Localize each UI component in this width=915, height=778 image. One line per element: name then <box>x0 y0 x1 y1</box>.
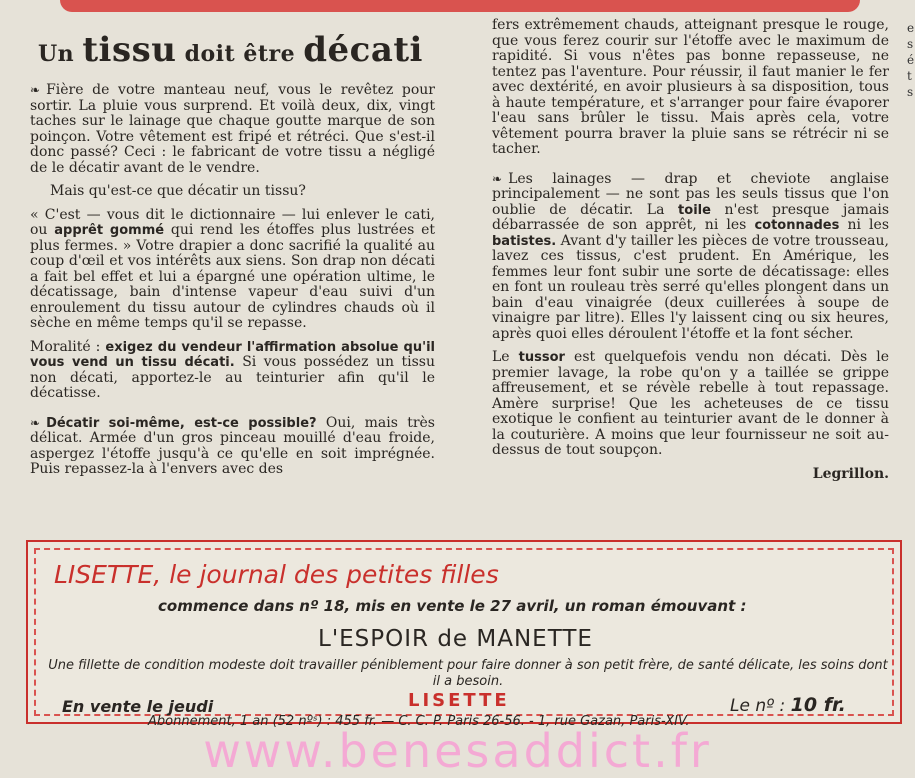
ad-novel-title: L'ESPOIR de MANETTE <box>318 626 593 652</box>
price-label: Le nº : <box>730 696 786 716</box>
paragraph <box>492 18 889 158</box>
emphasis: toile <box>678 202 711 218</box>
edge-char: é <box>907 53 915 67</box>
edge-char: e <box>907 21 915 35</box>
leaf-icon: ❧ <box>30 83 41 97</box>
paragraph-text: Mais qu'est-ce que décatir un tissu? <box>50 183 306 199</box>
watermark: www.benesaddict.fr <box>203 724 712 778</box>
emphasis: apprêt gommé <box>54 223 165 238</box>
ad-sale-day: En vente le jeudi <box>62 697 214 716</box>
paragraph-text: fers extrêmement chauds, atteignant presque le rouge, que vous ferez courir sur l'étoffe avec le maximum de rapidité. Si vous n'êtes pas bonne repasseuse, ne tentez pas l'aventure. Pour réussir, il faut manier le fer avec dextérité, en avoir plusieurs à sa disposition, tous à haute température, et s'arranger pour faire évaporer l'eau sans brûler le tissu. Mais après cela, votre vêtement pourra braver la pluie sans se rétrécir ni se tacher. <box>492 17 889 157</box>
paragraph-text: ni les <box>839 217 890 233</box>
emphasis: cotonnades <box>754 218 840 233</box>
price-value: 10 fr. <box>790 694 846 716</box>
title-word: décati <box>303 30 423 70</box>
paragraph <box>492 172 889 343</box>
author-signature: Legrillon. <box>812 465 889 482</box>
paragraph <box>30 340 435 402</box>
article-left-column <box>30 30 435 486</box>
paragraph-text: Avant d'y tailler les pièces de votre trousseau, lavez ces tissus, c'est prudent. En Amérique, les femmes leur font subir une sorte de décatissage: elles en font un rouleau très serré qu'elles plongent dans un bain d'eau vinaigrée (deux cuillerées à soupe de vinaigre par litre). Elles l'y laissent cinq ou six heures, après quoi elles déroulent l'étoffe et la font sécher. <box>492 232 889 342</box>
top-red-band <box>60 0 860 12</box>
cut-edge-text <box>907 20 915 100</box>
ad-title: LISETTE, le journal des petites filles <box>54 560 499 589</box>
ad-subscription: Abonnement, 1 an (52 nºˢ) : 455 fr. — C. C. P. Paris 26-56. - 1, rue Gazan, Paris-XIV. <box>148 714 690 729</box>
lisette-logo: LISETTE <box>408 690 510 711</box>
paragraph <box>30 208 435 332</box>
emphasis: batistes. <box>492 233 557 249</box>
emphasis: Décatir soi-même, est-ce possible? <box>46 415 317 431</box>
ad-price <box>730 694 846 716</box>
paragraph-text: est quelquefois vendu non décati. Dès le premier lavage, la robe qu'on y a taillée se grippe affreusement, et se révèle rebelle à tout repassage. Amère surprise! Que les acheteuses de ce tissu exotique le confient au teinturier avant de le donner à la couturière. A moins que leur fournisseur ne soit au-dessus de tout soupçon. <box>492 349 889 458</box>
ad-announcement: commence dans nº 18, mis en vente le 27 avril, un roman émouvant : <box>158 597 747 615</box>
paragraph <box>30 416 435 478</box>
emphasis: tussor <box>518 350 565 365</box>
leaf-icon: ❧ <box>30 415 41 430</box>
paragraph-text: Le <box>492 349 519 365</box>
leaf-icon: ❧ <box>492 171 503 186</box>
lisette-advertisement <box>26 540 902 729</box>
edge-char: s <box>907 37 914 51</box>
paragraph-text: Si vous possédez un tissu non décati, apportez-le au teinturier afin qu'il le décatisse. <box>30 354 435 401</box>
paragraph <box>492 350 889 459</box>
article-right-column <box>492 18 889 482</box>
title-word: Un <box>38 41 75 67</box>
title-word: doit être <box>184 41 296 67</box>
paragraph-text: « C'est — vous dit le dictionnaire — lui enlever le cati, ou <box>30 206 435 238</box>
paragraph-text: Fière de votre manteau neuf, vous le revêtez pour sortir. La pluie vous surprend. Et voilà deux, dix, vingt taches sur le lainage que chaque goutte marque de son poinçon. Votre vêtement est fripé et rétréci. Que s'est-il donc passé? Ceci : le fabricant de votre tissu a négligé de le décatir avant de le vendre. <box>30 82 435 176</box>
edge-char: s <box>907 85 914 99</box>
paragraph <box>30 83 435 176</box>
paragraph-text: n'est presque jamais débarrassée de son apprêt, ni les <box>492 201 890 233</box>
emphasis: exigez du vendeur l'affirmation absolue qu'il vous vend un tissu décati. <box>30 339 435 370</box>
edge-char: t <box>907 69 912 83</box>
paragraph-text: Moralité : <box>30 338 106 355</box>
ad-description: Une fillette de condition modeste doit travailler péniblement pour faire donner à son petit frère, de santé délicate, les soins dont il a besoin. <box>48 658 888 689</box>
article-title <box>38 30 435 70</box>
paragraph <box>30 184 435 200</box>
paragraph-text: Les lainages — drap et cheviote anglaise principalement — ne sont pas les seuls tissus que l'on oublie de décatir. La <box>492 170 889 218</box>
paragraph-text: qui rend les étoffes plus lustrées et plus fermes. » Votre drapier a donc sacrifié la qualité au coup d'œil et vos intérêts aux siens. Son drap non décati a fait bel effet et lui a épargné une opération ultime, le décatissage, bain d'intense vapeur d'eau suivi d'un enroulement du tissu autour de cylindres chauds où il sèche en même temps qu'il se repasse. <box>30 222 435 331</box>
paragraph-text: Oui, mais très délicat. Armée d'un gros pinceau mouillé d'eau froide, aspergez l'étoffe jusqu'à ce qu'elle en soit imprégnée. Puis repassez-la à l'envers avec des <box>30 414 435 477</box>
title-word: tissu <box>82 30 177 70</box>
